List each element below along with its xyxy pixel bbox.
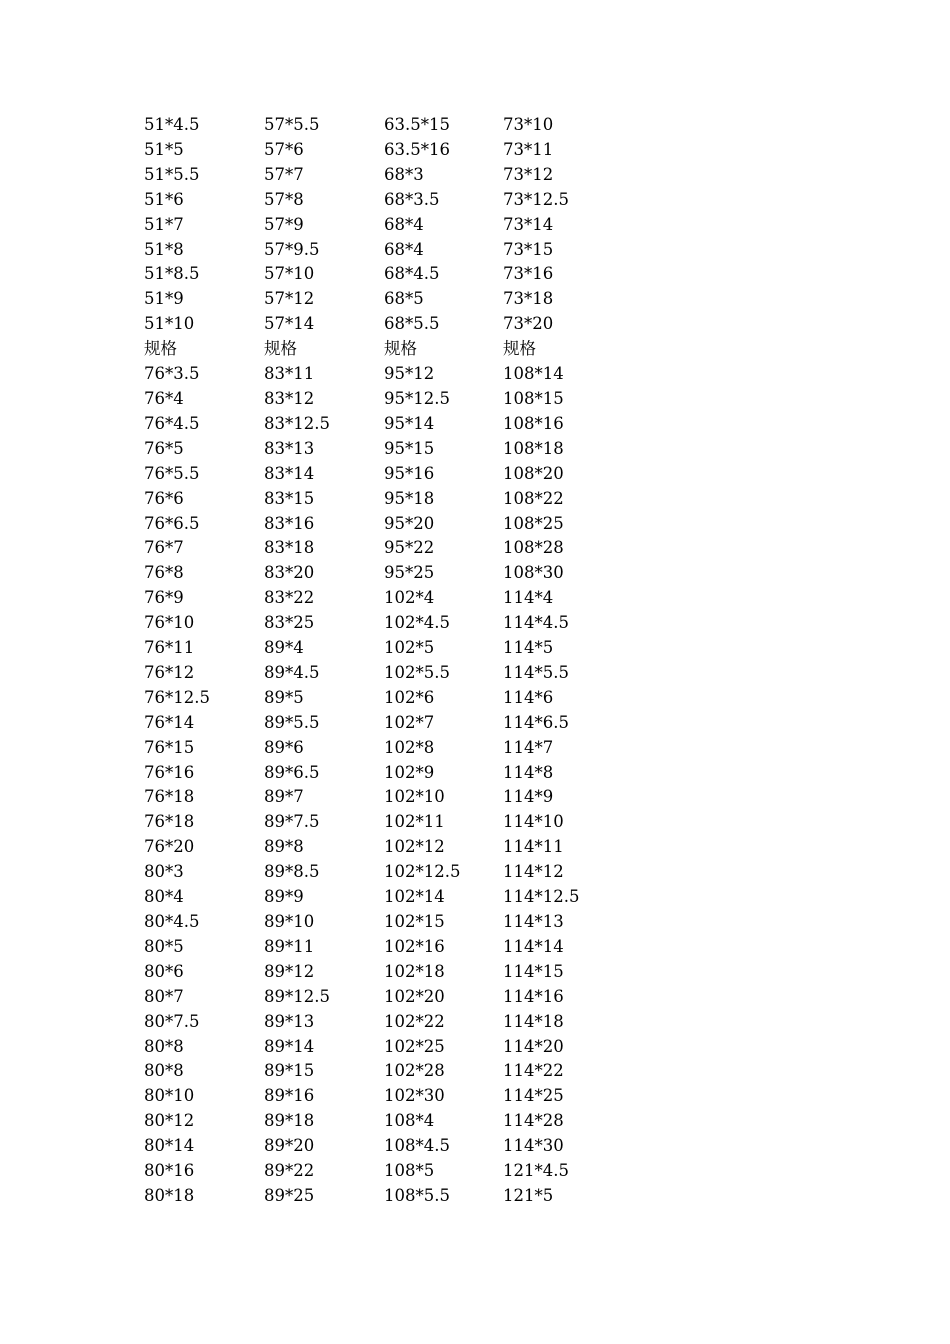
table-row <box>144 412 623 437</box>
table-cell: 76*16 <box>144 762 195 782</box>
table-cell: 51*8 <box>144 239 184 259</box>
table-cell: 68*5 <box>384 289 424 309</box>
table-cell: 121*4.5 <box>503 1161 569 1181</box>
table-row <box>144 1159 623 1184</box>
table-cell: 73*11 <box>503 139 554 159</box>
table-cell: 76*3.5 <box>144 364 200 384</box>
table-cell: 89*12 <box>264 961 315 981</box>
table-cell: 76*14 <box>144 712 195 732</box>
table-cell: 57*14 <box>264 314 315 334</box>
table-cell: 89*12.5 <box>264 986 330 1006</box>
table-cell: 108*20 <box>503 463 564 483</box>
table-row <box>144 312 623 337</box>
table-cell: 102*15 <box>384 912 445 931</box>
table-cell: 76*20 <box>144 837 195 857</box>
table-cell: 114*20 <box>503 1036 564 1056</box>
table-cell: 102*5.5 <box>384 662 450 682</box>
table-cell: 68*3 <box>384 164 424 184</box>
table-row <box>144 287 623 312</box>
table-cell: 114*18 <box>503 1011 564 1031</box>
table-row <box>144 387 623 412</box>
table-cell: 80*6 <box>144 961 184 981</box>
table-cell: 102*12 <box>384 837 445 857</box>
table-row <box>144 536 623 561</box>
table-row <box>144 985 623 1010</box>
table-row <box>144 885 623 910</box>
table-cell: 57*7 <box>264 164 304 184</box>
table-cell: 114*30 <box>503 1136 564 1156</box>
table-cell: 114*12 <box>503 862 564 882</box>
table-row <box>144 487 623 512</box>
table-row <box>144 636 623 661</box>
table-cell: 76*12 <box>144 662 195 682</box>
table-cell: 95*12.5 <box>384 388 450 408</box>
table-cell: 102*5 <box>384 638 435 658</box>
table-cell: 76*6 <box>144 488 184 508</box>
table-row <box>144 935 623 960</box>
table-cell: 114*4 <box>503 588 554 608</box>
table-cell: 89*7 <box>264 787 304 807</box>
table-cell: 83*16 <box>264 513 315 533</box>
table-cell: 80*7.5 <box>144 1011 200 1031</box>
table-cell: 108*4.5 <box>384 1136 450 1156</box>
table-cell: 102*6 <box>384 687 435 707</box>
table-row <box>144 163 623 188</box>
table-cell: 114*6 <box>503 687 554 707</box>
table-row <box>144 437 623 462</box>
table-cell: 73*16 <box>503 264 554 284</box>
table-cell: 68*3.5 <box>384 189 440 209</box>
table-cell: 89*14 <box>264 1036 315 1056</box>
table-cell: 73*12.5 <box>503 189 569 209</box>
table-row <box>144 736 623 761</box>
table-cell: 114*28 <box>503 1111 564 1131</box>
table-cell: 83*12.5 <box>264 413 330 433</box>
table-row <box>144 785 623 810</box>
table-cell: 89*7.5 <box>264 812 320 832</box>
table-row <box>144 561 623 586</box>
table-cell: 89*8.5 <box>264 862 320 882</box>
table-row <box>144 810 623 835</box>
table-cell: 114*4.5 <box>503 613 569 633</box>
table-row <box>144 860 623 885</box>
table-cell: 83*11 <box>264 364 315 384</box>
table-cell: 73*15 <box>503 239 554 259</box>
table-row <box>144 362 623 387</box>
table-cell: 57*6 <box>264 139 304 159</box>
table-cell: 73*12 <box>503 164 554 184</box>
table-cell: 83*18 <box>264 538 315 558</box>
table-row <box>144 1109 623 1134</box>
table-cell: 80*5 <box>144 936 184 956</box>
table-cell: 51*8.5 <box>144 264 200 284</box>
table-cell: 83*20 <box>264 563 315 583</box>
table-cell: 57*9 <box>264 214 304 234</box>
table-row <box>144 113 623 138</box>
table-cell: 76*5.5 <box>144 463 200 483</box>
table-cell: 114*5 <box>503 638 554 658</box>
table-cell: 89*10 <box>264 912 315 931</box>
table-cell: 114*11 <box>503 837 564 857</box>
table-cell: 95*20 <box>384 513 435 533</box>
table-cell: 83*14 <box>264 463 315 483</box>
table-cell: 102*12.5 <box>384 862 461 882</box>
table-cell: 89*22 <box>264 1161 315 1181</box>
table-cell: 57*9.5 <box>264 239 320 259</box>
table-cell: 114*10 <box>503 812 564 832</box>
table-row <box>144 138 623 163</box>
table-cell: 108*30 <box>503 563 564 583</box>
table-cell: 108*18 <box>503 438 564 458</box>
table-cell: 89*11 <box>264 936 315 956</box>
table-cell: 76*5 <box>144 438 184 458</box>
table-cell: 80*16 <box>144 1161 195 1181</box>
table-row <box>144 711 623 736</box>
table-cell: 102*8 <box>384 737 435 757</box>
table-cell: 规格 <box>384 339 417 359</box>
table-cell: 121*5 <box>503 1185 554 1205</box>
table-cell: 102*14 <box>384 887 445 907</box>
table-cell: 108*5.5 <box>384 1185 450 1205</box>
table-cell: 89*18 <box>264 1111 315 1131</box>
table-cell: 114*16 <box>503 986 564 1006</box>
table-cell: 95*12 <box>384 364 435 384</box>
table-cell: 95*25 <box>384 563 435 583</box>
table-cell: 89*20 <box>264 1136 315 1156</box>
table-cell: 80*3 <box>144 862 184 882</box>
table-row <box>144 213 623 238</box>
table-cell: 73*20 <box>503 314 554 334</box>
table-row <box>144 761 623 786</box>
table-cell: 102*30 <box>384 1086 445 1106</box>
table-cell: 63.5*15 <box>384 115 450 134</box>
table-cell: 57*12 <box>264 289 315 309</box>
table-cell: 73*10 <box>503 115 554 134</box>
table-cell: 95*15 <box>384 438 435 458</box>
table-row <box>144 1010 623 1035</box>
table-cell: 73*18 <box>503 289 554 309</box>
table-cell: 114*6.5 <box>503 712 569 732</box>
table-cell: 114*25 <box>503 1086 564 1106</box>
table-cell: 76*9 <box>144 588 184 608</box>
table-row <box>144 1035 623 1060</box>
table-cell: 114*13 <box>503 912 564 931</box>
table-cell: 83*22 <box>264 588 315 608</box>
table-cell: 95*18 <box>384 488 435 508</box>
table-cell: 114*7 <box>503 737 554 757</box>
table-row <box>144 960 623 985</box>
table-cell: 102*22 <box>384 1011 445 1031</box>
table-cell: 80*14 <box>144 1136 195 1156</box>
table-cell: 102*18 <box>384 961 445 981</box>
table-cell: 102*11 <box>384 812 445 832</box>
table-cell: 102*25 <box>384 1036 445 1056</box>
table-row <box>144 1134 623 1159</box>
table-cell: 108*28 <box>503 538 564 558</box>
table-cell: 51*7 <box>144 214 184 234</box>
table-cell: 102*28 <box>384 1061 445 1081</box>
table-cell: 51*5.5 <box>144 164 200 184</box>
table-cell: 108*5 <box>384 1161 435 1181</box>
table-cell: 76*18 <box>144 787 195 807</box>
spec-table-body <box>144 113 623 1209</box>
table-cell: 89*5.5 <box>264 712 320 732</box>
table-row <box>144 337 623 362</box>
table-cell: 108*15 <box>503 388 564 408</box>
table-row <box>144 462 623 487</box>
table-cell: 108*14 <box>503 364 564 384</box>
table-row <box>144 512 623 537</box>
table-cell: 80*8 <box>144 1036 184 1056</box>
table-cell: 102*10 <box>384 787 445 807</box>
table-cell: 57*5.5 <box>264 115 320 134</box>
table-cell: 108*16 <box>503 413 564 433</box>
table-cell: 规格 <box>264 339 297 359</box>
table-cell: 83*25 <box>264 613 315 633</box>
table-cell: 83*15 <box>264 488 315 508</box>
table-cell: 68*5.5 <box>384 314 440 334</box>
table-cell: 114*22 <box>503 1061 564 1081</box>
table-cell: 68*4.5 <box>384 264 440 284</box>
table-cell: 51*10 <box>144 314 195 334</box>
table-cell: 80*4.5 <box>144 912 200 931</box>
table-cell: 108*22 <box>503 488 564 508</box>
table-cell: 89*6.5 <box>264 762 320 782</box>
table-cell: 95*16 <box>384 463 435 483</box>
table-cell: 108*25 <box>503 513 564 533</box>
table-row <box>144 238 623 263</box>
table-cell: 51*6 <box>144 189 184 209</box>
table-cell: 114*8 <box>503 762 554 782</box>
table-cell: 89*4.5 <box>264 662 320 682</box>
table-cell: 68*4 <box>384 239 424 259</box>
table-row <box>144 661 623 686</box>
table-cell: 51*5 <box>144 139 184 159</box>
table-cell: 80*4 <box>144 887 184 907</box>
table-cell: 73*14 <box>503 214 554 234</box>
table-cell: 80*18 <box>144 1185 195 1205</box>
table-row <box>144 188 623 213</box>
table-cell: 80*7 <box>144 986 184 1006</box>
table-cell: 76*11 <box>144 638 195 658</box>
table-cell: 114*15 <box>503 961 564 981</box>
table-cell: 102*16 <box>384 936 445 956</box>
table-row <box>144 1084 623 1109</box>
table-cell: 76*7 <box>144 538 184 558</box>
table-cell: 76*6.5 <box>144 513 200 533</box>
table-cell: 76*4.5 <box>144 413 200 433</box>
table-cell: 76*18 <box>144 812 195 832</box>
table-row <box>144 835 623 860</box>
table-cell: 89*25 <box>264 1185 315 1205</box>
table-row <box>144 1184 623 1209</box>
table-cell: 102*20 <box>384 986 445 1006</box>
table-row <box>144 686 623 711</box>
table-cell: 89*15 <box>264 1061 315 1081</box>
table-cell: 68*4 <box>384 214 424 234</box>
table-cell: 51*9 <box>144 289 184 309</box>
table-cell: 102*9 <box>384 762 435 782</box>
table-cell: 83*13 <box>264 438 315 458</box>
table-cell: 114*9 <box>503 787 554 807</box>
table-cell: 76*10 <box>144 613 195 633</box>
table-cell: 76*12.5 <box>144 687 210 707</box>
table-cell: 89*5 <box>264 687 304 707</box>
table-cell: 114*5.5 <box>503 662 569 682</box>
table-cell: 89*9 <box>264 887 304 907</box>
table-cell: 规格 <box>503 339 536 359</box>
table-cell: 108*4 <box>384 1111 435 1131</box>
table-row <box>144 910 623 935</box>
table-cell: 102*4 <box>384 588 435 608</box>
table-cell: 80*12 <box>144 1111 195 1131</box>
table-cell: 80*10 <box>144 1086 195 1106</box>
table-cell: 80*8 <box>144 1061 184 1081</box>
table-cell: 89*4 <box>264 638 304 658</box>
table-cell: 102*7 <box>384 712 435 732</box>
table-row <box>144 611 623 636</box>
table-row <box>144 1059 623 1084</box>
table-cell: 57*10 <box>264 264 315 284</box>
table-cell: 76*15 <box>144 737 195 757</box>
table-cell: 95*22 <box>384 538 435 558</box>
table-cell: 51*4.5 <box>144 115 200 134</box>
table-cell: 63.5*16 <box>384 139 450 159</box>
table-row <box>144 262 623 287</box>
table-cell: 95*14 <box>384 413 435 433</box>
table-row <box>144 586 623 611</box>
table-cell: 89*8 <box>264 837 304 857</box>
spec-table <box>144 113 623 1209</box>
table-cell: 102*4.5 <box>384 613 450 633</box>
table-cell: 89*16 <box>264 1086 315 1106</box>
table-cell: 76*4 <box>144 388 184 408</box>
table-cell: 规格 <box>144 339 177 359</box>
table-cell: 57*8 <box>264 189 304 209</box>
table-cell: 89*6 <box>264 737 304 757</box>
table-cell: 114*12.5 <box>503 887 580 907</box>
table-cell: 76*8 <box>144 563 184 583</box>
table-cell: 83*12 <box>264 388 315 408</box>
table-cell: 89*13 <box>264 1011 315 1031</box>
table-cell: 114*14 <box>503 936 564 956</box>
